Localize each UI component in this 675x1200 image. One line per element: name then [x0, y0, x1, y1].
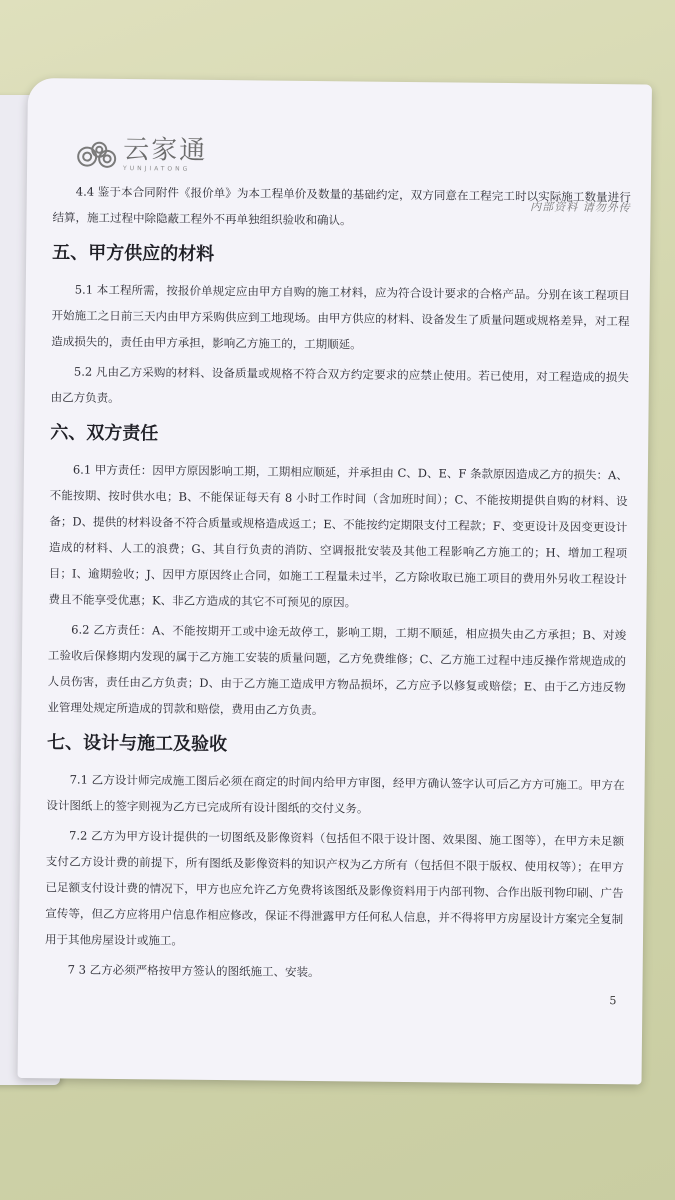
section-7-title: 七、设计与施工及验收 — [46, 732, 228, 756]
page-number: 5 — [609, 994, 617, 1008]
company-logo — [75, 136, 207, 172]
clause-4-4: 4.4 鉴于本合同附件《报价单》为本工程单价及数量的基础约定，双方同意在工程完工时以实际施工数量进行结算，施工过程中除隐蔽工程外不再单独组织验收和确认。 — [52, 184, 631, 228]
contract-body — [45, 178, 631, 988]
section-5-title: 五、甲方供应的材料 — [52, 242, 215, 265]
logo-rings-icon — [75, 138, 117, 170]
clause-6-2: 6.2 乙方责任：A、不能按期开工或中途无故停工，影响工期，工期不顺延，相应损失由乙方承担；B、对竣工验收后保修期内发现的属于乙方施工安装的质量问题，乙方免费维修；C、乙方施工过程中违反操作常规造成的人员伤害，责任由乙方负责；D、由于乙方施工造成甲方物品损坏，乙方应予以修复或赔偿；E、由于乙方违反物业管理处规定所造成的罚款和赔偿，费用由乙方负责。 — [47, 622, 627, 718]
section-6-title: 六、双方责任 — [50, 422, 159, 445]
logo-name: 云家通 — [123, 135, 208, 166]
confidential-note: 内部资料 请勿外传 — [530, 200, 631, 215]
clause-7-3: 7 3 乙方必须严格按甲方签认的图纸施工、安装。 — [67, 962, 320, 980]
clause-7-1: 7.1 乙方设计师完成施工图后必须在商定的时间内给甲方审图，经甲方确认签字认可后乙方方可施工。甲方在设计图纸上的签字则视为乙方已完成所有设计图纸的交付义务。 — [46, 772, 625, 816]
clause-7-2: 7.2 乙方为甲方设计提供的一切图纸及影像资料（包括但不限于设计图、效果图、施工图等），在甲方未足额支付乙方设计费的前提下，所有图纸及影像资料的知识产权为乙方所有（包括但不限于版权、使用权等）；在甲方已足额支付设计费的情况下，甲方也应允许乙方免费将该图纸及影像资料用于内部刊物、合作出版刊物印刷、广告宣传等，但乙方应将用户信息作相应修改，保证不得泄露甲方任何私人信息，并不得将甲方房屋设计方案完全复制用于其他房屋设计或施工。 — [44, 828, 625, 948]
logo-romanized: YUNJIATONG — [123, 165, 191, 173]
clause-5-2: 5.2 凡由乙方采购的材料、设备质量或规格不符合双方约定要求的应禁止使用。若已使用，对工程造成的损失由乙方负责。 — [50, 364, 629, 405]
contract-page — [18, 78, 652, 1084]
clause-5-1: 5.1 本工程所需，按报价单规定应由甲方自购的施工材料，应为符合设计要求的合格产品。分别在该工程项目开始施工之日前三天内由甲方采购供应到工地现场。由甲方供应的材料、设备发生了质量问题或规格差异，对工程造成损失的，责任由甲方承担，影响乙方施工的，工期顺延。 — [51, 282, 630, 352]
clause-6-1: 6.1 甲方责任：因甲方原因影响工期，工期相应顺延，并承担由 C、D、E、F 条款原因造成乙方的损失：A、不能按期、按时供水电；B、不能保证每天有 8 小时工作时间（含加班时间）；C、不能按期提供自购的材料、设备；D、提供的材料设备不符合质量或规格造成返工；E、不能按约定期限支付工程款；F、变更设计及因变更设计造成的材料、人工的浪费；G、其自行负责的消防、空调报批安装及其他工程影响乙方施工的；H、增加工程项目；I、逾期验收；J、因甲方原因终止合同，如施工工程量未过半，乙方除收取已施工项目的费用外另收工程设计费且不能享受优惠；K、非乙方造成的其它不可预见的原因。 — [48, 462, 628, 610]
